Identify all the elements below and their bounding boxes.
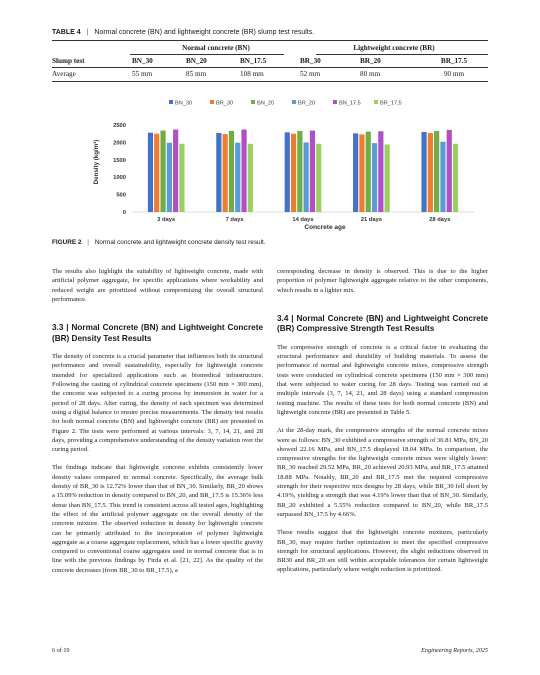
paragraph: The findings indicate that lightweight concrete exhibits consistently lower density values compared to normal concrete. Specifically, the average bulk density of BR_30 is 12.72% lower than that of BN_30. Similarly, BR_20 shows a 15.09% reduction in density compared to BN_20, and BR_17.5 is 15.36% less dense than BN_17.5. This trend is consistent across all tested ages, highlighting the effect of the artificial polymer aggregate on the overall density of the concrete mixture. The observed reduction in density for lightweight concrete can be primarily attributed to the incorporation of polymer lightweight aggregate as a coarse aggregate replacement, which has a lower specific gravity compared to conventional coarse aggregates used in normal concrete that is in line with the previous findings by Firda et al. [21, 22]. As the quality of the concrete decreases (from BR_30 to BR_17.5), a xyxy=(52,464,263,574)
bar xyxy=(440,142,445,212)
x-tick-label: 3 days xyxy=(157,217,176,223)
x-tick-label: 14 days xyxy=(292,217,314,223)
legend-swatch xyxy=(210,100,214,104)
y-tick-label: 2500 xyxy=(113,123,126,129)
chart-bars xyxy=(148,130,458,212)
figure-caption xyxy=(52,239,492,246)
bar xyxy=(447,130,452,212)
legend-swatch xyxy=(333,100,337,104)
density-bar-chart xyxy=(52,92,488,232)
page-number: 6 of 19 xyxy=(52,647,70,654)
y-tick-label: 0 xyxy=(122,210,126,216)
table-row xyxy=(52,67,488,80)
bar xyxy=(428,133,433,212)
bar xyxy=(316,144,321,212)
bar xyxy=(235,143,240,212)
bar xyxy=(310,131,315,212)
y-tick-label: 2000 xyxy=(113,140,126,147)
bar xyxy=(285,132,290,212)
bar xyxy=(154,134,159,212)
bar xyxy=(434,131,439,212)
bar xyxy=(453,144,458,212)
right-column xyxy=(277,267,488,584)
header-cell: BR_17.5 xyxy=(440,56,468,65)
legend-label: BN_20 xyxy=(257,100,275,107)
x-tick-label: 21 days xyxy=(360,217,383,223)
bar xyxy=(385,144,390,212)
legend-label: BR_17,5 xyxy=(380,100,402,107)
bar xyxy=(372,143,377,212)
header-cell: BN_30 xyxy=(132,56,153,65)
journal-name: Engineering Reports, 2025 xyxy=(421,647,488,654)
bar xyxy=(304,142,309,212)
header-cell: BR_30 xyxy=(300,56,321,65)
bar xyxy=(173,130,178,212)
bar xyxy=(160,131,165,212)
y-tick-label: 1000 xyxy=(113,175,126,182)
y-tick-label: 500 xyxy=(116,192,126,199)
legend-swatch xyxy=(292,100,296,104)
paragraph: At the 28-day mark, the compressive strengths of the normal concrete mixes were as follows: BN_30 exhibited a compressive strength of 30.81 MPa, BN_20 showed 22.16 MPa, and BN_17.5 displayed 18.04 MPa. In comparison, the compressive strengths for the lightweight concrete mixes were slightly lower: BR_30 reached 29.52 MPa, BR_20 achieved 20.93 MPa, and BR_17.5 attained 18.88 MPa. Notably, BR_20 and BR_17.5 met the required compressive strength for their respective mix designs by 28 days, while BR_30 fell short by 4.19%, yielding a strength that was 4.19% lower than that of BN_30. Similarly, BR_20 exhibited a 5.55% reduction compared to BN_20, while BR_17.5 surpassed BN_17.5 by 4.66%. xyxy=(277,427,488,518)
paragraph: The compressive strength of concrete is a critical factor in evaluating the structural performance and durability of building materials. To assess the performance of normal and lightweight concrete mixes, compressive strength tests were conducted on cylindrical concrete specimens (150 mm × 300 mm) that were subjected to water curing for 28 days. Testing was carried out at multiple intervals (3, 7, 14, 21, and 28 days) using a standard compression testing machine. The results of these tests for both normal concrete (BN) and lightweight concrete (BR) are presented in Table 5. xyxy=(277,343,488,416)
bar xyxy=(297,131,302,212)
section-heading: 3.3 | Normal Concrete (BN) and Lightweight Concrete (BR) Density Test Results xyxy=(52,323,263,343)
table-cell: 90 mm xyxy=(443,69,465,78)
bar xyxy=(359,134,364,212)
bar xyxy=(167,143,172,212)
y-axis-label: Density (kg/m³) xyxy=(93,139,100,185)
x-axis-label: Concrete age xyxy=(304,224,346,231)
table-cell: 52 mm xyxy=(300,69,321,78)
group-normal: Normal concrete (BN) xyxy=(182,43,250,52)
table-cell: Average xyxy=(52,69,76,78)
left-column xyxy=(52,267,263,584)
bar xyxy=(378,131,383,212)
y-tick-label: 1500 xyxy=(113,157,126,164)
legend-swatch xyxy=(251,100,255,104)
legend-label: BN_17,5 xyxy=(339,100,361,107)
bar xyxy=(248,144,253,212)
table-caption-text: Normal concrete (BN) and lightweight concrete (BR) slump test results. xyxy=(94,29,315,36)
legend-swatch xyxy=(169,100,173,104)
bar xyxy=(353,133,358,212)
bar xyxy=(148,133,153,212)
x-tick-label: 28 days xyxy=(429,217,451,223)
chart-legend xyxy=(169,100,402,106)
paragraph: These results suggest that the lightweight concrete mixtures, particularly BR_30, may require further optimization to meet the specified compressive strength for structural applications. However, the slight reductions observed in BR30 and BR_20 are still within acceptable tolerances for certain lightweight applications, particularly where weight reduction is prioritized. xyxy=(277,529,488,574)
paragraph: corresponding decrease in density is observed. This is due to the higher proportion of polymer lightweight aggregate relative to the other components, which results in a lighter mix. xyxy=(277,268,488,294)
table-bottom-rule xyxy=(52,81,488,82)
bar xyxy=(223,134,228,212)
header-cell: BN_17.5 xyxy=(240,56,267,65)
caption-separator: | xyxy=(86,29,89,36)
paragraph: The density of concrete is a crucial parameter that influences both its structural performance and overall sustainability, especially for lightweight concrete intended for specialized applications such as biomedical infrastructure. Following the casting of cylindrical concrete specimens (150 mm × 300 mm), the concrete was subjected to a curing process by immersion in water for a period of 28 days. After curing, the density of each specimen was determined using a digital balance to ensure precise measurements. The density test results for both normal concrete (BN) and lightweight concrete (BR) are presented in Figure 2. The tests were performed at various intervals: 3, 7, 14, 21, and 28 days, providing a comprehensive understanding of the density variation over the curing period. xyxy=(52,353,263,454)
legend-label: BN_30 xyxy=(175,100,193,107)
group-light: Lightweight concrete (BR) xyxy=(353,43,435,52)
bar xyxy=(179,144,184,212)
legend-label: BR_30 xyxy=(216,100,234,107)
legend-label: BR_20 xyxy=(298,100,316,107)
table-label: TABLE 4 xyxy=(52,29,81,36)
header-cell: Slump test xyxy=(52,56,85,65)
x-tick-label: 7 days xyxy=(225,217,244,223)
header-cell: BN_20 xyxy=(186,56,207,65)
bar xyxy=(241,130,246,212)
figure-label: FIGURE 2 xyxy=(52,239,82,246)
header-cell: BR_20 xyxy=(360,56,381,65)
table-cell: 55 mm xyxy=(132,69,153,78)
slump-table xyxy=(52,41,488,80)
table-caption xyxy=(52,29,492,36)
table-cell: 108 mm xyxy=(240,69,264,78)
table-cell: 80 mm xyxy=(360,69,381,78)
section-heading: 3.4 | Normal Concrete (BN) and Lightweight Concrete (BR) Compressive Strength Test Results xyxy=(277,313,488,334)
x-axis xyxy=(157,217,450,223)
bar xyxy=(291,134,296,212)
bar xyxy=(216,133,221,212)
bar xyxy=(421,132,426,212)
bar xyxy=(229,131,234,212)
figure-caption-text: Normal concrete and lightweight concrete density test result. xyxy=(94,239,266,246)
caption-separator: | xyxy=(87,239,89,246)
paragraph: The results also highlight the suitability of lightweight concrete, made with artificial polymer aggregate, for specific applications where workability and reduced weight are prioritized without compromising the overall structural performance. xyxy=(52,268,263,303)
bar xyxy=(366,132,371,212)
legend-swatch xyxy=(374,100,378,104)
table-cell: 85 mm xyxy=(186,69,207,78)
